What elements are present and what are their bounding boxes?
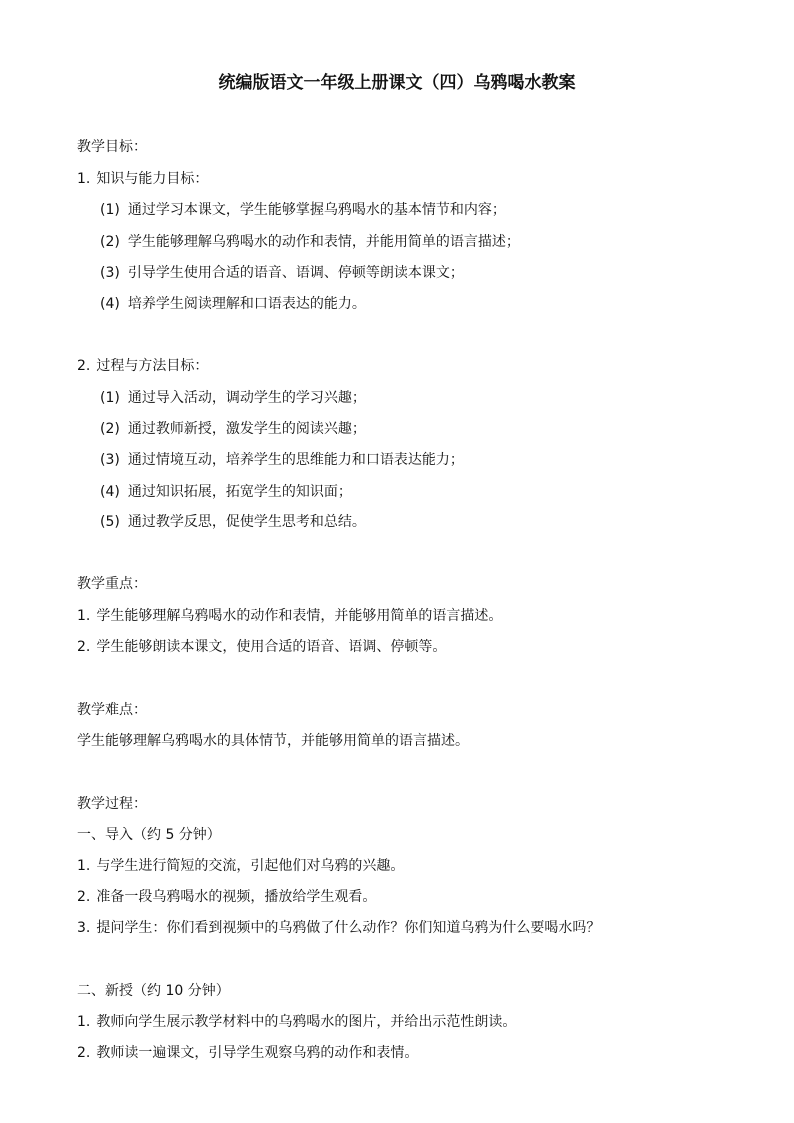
list-number: (1) (100, 390, 120, 406)
list-number: 2. (77, 889, 91, 905)
new-section-heading: 二、新授（约 10 分钟） (77, 983, 230, 999)
list-number: 2. (77, 358, 91, 374)
list-text: 学生能够理解乌鸦喝水的动作和表情，并能够用简单的语言描述。 (96, 608, 503, 624)
list-number: (1) (100, 202, 120, 218)
list-item (100, 263, 464, 283)
list-item (77, 1043, 418, 1063)
list-text: 知识与能力目标： (96, 171, 209, 187)
list-text: 学生能够朗读本课文，使用合适的语音、语调、停顿等。 (96, 639, 447, 655)
process-heading: 教学过程： (77, 796, 147, 812)
list-text: 培养学生阅读理解和口语表达的能力。 (127, 296, 366, 312)
goals-heading: 教学目标： (77, 139, 147, 155)
list-number: 2. (77, 639, 91, 655)
list-item (100, 388, 366, 408)
list-item (100, 232, 520, 252)
list-text: 教师读一遍课文，引导学生观察乌鸦的动作和表情。 (96, 1045, 419, 1061)
list-text: 学生能够理解乌鸦喝水的动作和表情，并能用简单的语言描述； (127, 234, 520, 250)
list-number: (2) (100, 421, 120, 437)
list-item (77, 918, 600, 938)
intro-section-heading: 一、导入（约 5 分钟） (77, 827, 221, 843)
list-item (77, 637, 446, 657)
list-number: (4) (100, 296, 120, 312)
list-number: (2) (100, 234, 120, 250)
list-item (100, 450, 464, 470)
list-number: 1. (77, 171, 91, 187)
list-text: 准备一段乌鸦喝水的视频，播放给学生观看。 (96, 889, 377, 905)
list-item (77, 606, 502, 626)
document-title: 统编版语文一年级上册课文（四）乌鸦喝水教案 (218, 73, 576, 93)
list-number: (5) (100, 514, 120, 530)
list-number: 2. (77, 1045, 91, 1061)
list-text: 通过教师新授，激发学生的阅读兴趣； (127, 421, 366, 437)
list-text: 与学生进行简短的交流，引起他们对乌鸦的兴趣。 (96, 858, 405, 874)
list-text: 引导学生使用合适的语音、语调、停顿等朗读本课文； (127, 265, 464, 281)
list-item (77, 1012, 516, 1032)
list-text: 教师向学生展示教学材料中的乌鸦喝水的图片，并给出示范性朗读。 (96, 1014, 517, 1030)
list-number: 3. (77, 920, 91, 936)
list-text: 提问学生：你们看到视频中的乌鸦做了什么动作？你们知道乌鸦为什么要喝水吗？ (96, 920, 601, 936)
list-number: (4) (100, 484, 120, 500)
list-number: (3) (100, 452, 120, 468)
list-item (77, 856, 404, 876)
list-item (100, 512, 366, 532)
list-item (100, 294, 366, 314)
list-text: 通过学习本课文，学生能够掌握乌鸦喝水的基本情节和内容； (127, 202, 506, 218)
list-number: (3) (100, 265, 120, 281)
list-text: 通过导入活动，调动学生的学习兴趣； (127, 390, 366, 406)
list-number: 1. (77, 1014, 91, 1030)
list-number: 1. (77, 608, 91, 624)
process-goals-heading (77, 356, 208, 376)
key-points-heading: 教学重点： (77, 576, 147, 592)
list-text: 通过情境互动，培养学生的思维能力和口语表达能力； (127, 452, 464, 468)
list-item (100, 482, 352, 502)
difficulty-heading: 教学难点： (77, 702, 147, 718)
knowledge-goals-heading (77, 169, 208, 189)
list-text: 通过教学反思，促使学生思考和总结。 (127, 514, 366, 530)
list-text: 过程与方法目标： (96, 358, 209, 374)
list-item (100, 200, 506, 220)
difficulty-text: 学生能够理解乌鸦喝水的具体情节，并能够用简单的语言描述。 (77, 733, 469, 749)
list-item (100, 419, 366, 439)
list-item (77, 887, 376, 907)
list-number: 1. (77, 858, 91, 874)
list-text: 通过知识拓展，拓宽学生的知识面； (127, 484, 352, 500)
